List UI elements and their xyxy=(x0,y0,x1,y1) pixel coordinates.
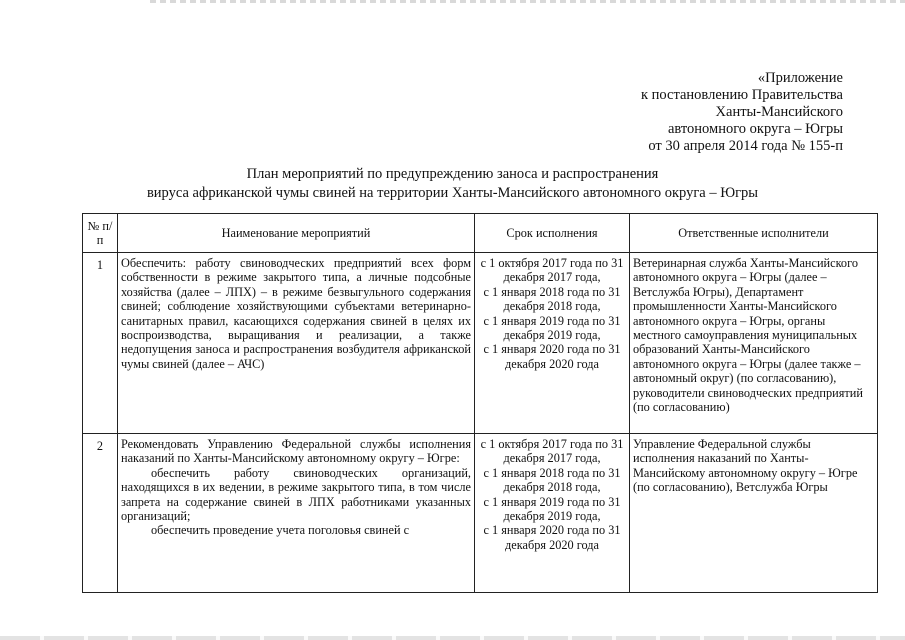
table-row xyxy=(83,434,878,593)
plan-title-line-2: вируса африканской чумы свиней на территории Ханты-Мансийского автономного округа – Югры xyxy=(146,185,759,201)
row-deadline xyxy=(475,434,630,593)
plan-title-line-1: План мероприятий по предупреждению заноса и распространения xyxy=(246,166,659,182)
appendix-line: автономного округа – Югры xyxy=(667,121,843,137)
appendix-line: от 30 апреля 2014 года № 155-п xyxy=(648,138,843,154)
row-num: 1 xyxy=(83,253,118,434)
appendix-line: Ханты-Мансийского xyxy=(715,104,843,120)
header-num: № п/п xyxy=(83,214,118,253)
deadline-period: с 1 января 2018 года по 31 декабря 2018 года, xyxy=(483,465,621,495)
deadline-period: с 1 января 2019 года по 31 декабря 2019 года, xyxy=(483,313,621,343)
plan-title xyxy=(0,165,905,203)
scan-edge-top xyxy=(150,0,905,3)
appendix-line: «Приложение xyxy=(757,70,843,86)
measure-paragraph: Рекомендовать Управлению Федеральной службы исполнения наказаний по Ханты-Мансийскому автономному округу – Югре: xyxy=(121,437,471,466)
scan-edge-bottom xyxy=(0,636,905,640)
appendix-line: к постановлению Правительства xyxy=(641,87,843,103)
deadline-period: с 1 января 2020 года по 31 декабря 2020 года xyxy=(483,523,621,552)
row-responsible: Ветеринарная служба Ханты-Мансийского автономного округа – Югры (далее – Ветслужба Югры), Департамент промышленности Ханты-Мансийского автономного округа – Югры, органы местного самоуправления муниципальных образований Ханты-Мансийского автономного округа – Югры (далее также – автономный округ) (по согласованию), руководители свиноводческих предприятий (по согласованию) xyxy=(630,253,878,434)
table-row xyxy=(83,253,878,434)
appendix-note xyxy=(641,70,843,155)
header-measure: Наименование мероприятий xyxy=(118,214,475,253)
row-measure xyxy=(118,253,475,434)
row-measure xyxy=(118,434,475,593)
measure-paragraph: обеспечить проведение учета поголовья свиней с xyxy=(151,523,410,538)
deadline-period: с 1 января 2018 года по 31 декабря 2018 года, xyxy=(483,284,621,314)
deadline-period: с 1 января 2019 года по 31 декабря 2019 года, xyxy=(483,494,621,524)
deadline-period: с 1 октября 2017 года по 31 декабря 2017 года, xyxy=(480,437,624,466)
row-deadline xyxy=(475,253,630,434)
deadline-period: с 1 октября 2017 года по 31 декабря 2017 года, xyxy=(480,256,624,285)
deadline-period: с 1 января 2020 года по 31 декабря 2020 года xyxy=(483,342,621,371)
row-responsible: Управление Федеральной службы исполнения наказаний по Ханты-Мансийскому автономному округу – Югре (по согласованию), Ветслужба Югры xyxy=(630,434,878,593)
row-num: 2 xyxy=(83,434,118,593)
header-responsible: Ответственные исполнители xyxy=(630,214,878,253)
measure-paragraph: обеспечить работу свиноводческих организаций, находящихся в их ведении, в режиме закрытого типа, в том числе запрета на содержание свиней в ЛПХ работниками указанных организаций; xyxy=(121,465,471,524)
measures-table xyxy=(82,213,878,593)
measure-paragraph: Обеспечить: работу свиноводческих предприятий всех форм собственности в режиме закрытого типа, а личные подсобные хозяйства (далее – ЛПХ) – в режиме безвыгульного содержания свиней; соблюдение хозяйствующими субъектами ветеринарно-санитарных правил, касающихся содержания свиней в целях их воспроизводства, выращивания и реализации, а также недопущения заноса и распространения возбудителя африканской чумы свиней (далее – АЧС) xyxy=(121,256,471,371)
header-deadline: Срок исполнения xyxy=(475,214,630,253)
table-header-row xyxy=(83,214,878,253)
